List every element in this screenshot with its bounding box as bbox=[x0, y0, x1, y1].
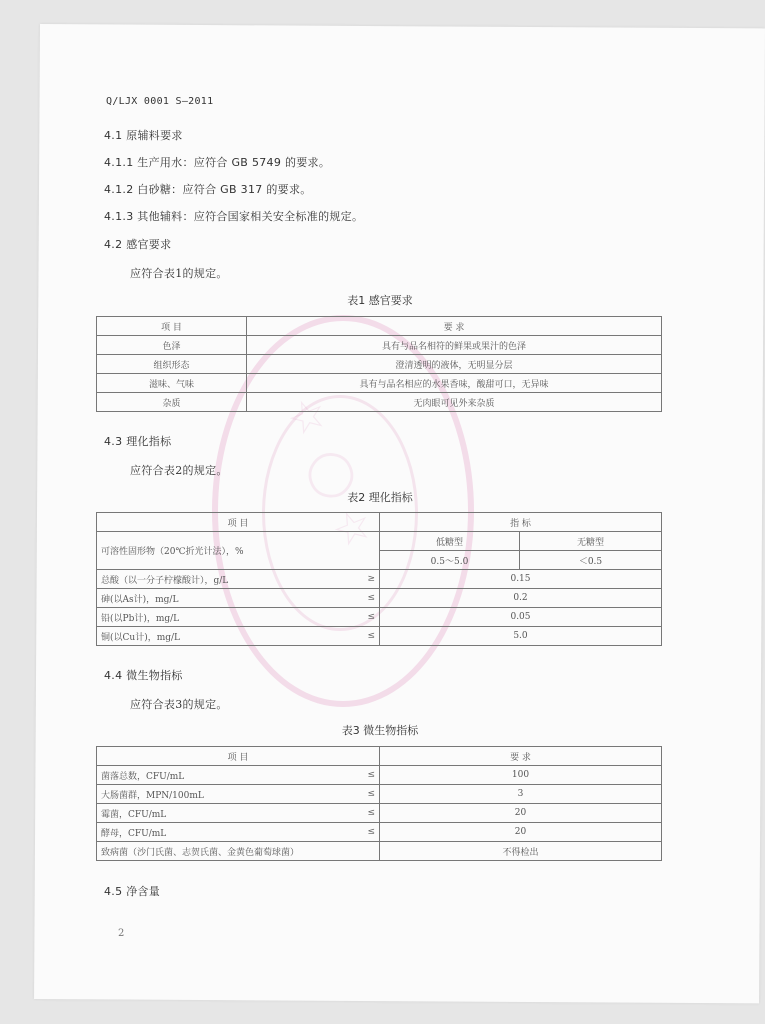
table-cell: 铅(以Pb计)，mg/L bbox=[97, 608, 352, 627]
table-row bbox=[97, 608, 662, 627]
table-cell: 霉菌，CFU/mL bbox=[97, 804, 352, 823]
table-cell: 0.5～5.0 bbox=[380, 551, 520, 570]
table1-sensory bbox=[96, 316, 662, 412]
table-cell: 滋味、气味 bbox=[97, 374, 247, 393]
table-row bbox=[97, 374, 662, 393]
table-row bbox=[97, 627, 662, 646]
table-cell-operator: ≤ bbox=[352, 804, 380, 823]
table-row bbox=[97, 393, 662, 412]
table-header-cell: 指 标 bbox=[380, 513, 662, 532]
document-code: Q/LJX 0001 S—2011 bbox=[106, 96, 214, 107]
table3-microbiological bbox=[96, 746, 662, 861]
table-row bbox=[97, 589, 662, 608]
table-cell: 0.2 bbox=[380, 589, 662, 608]
table-cell: 组织形态 bbox=[97, 355, 247, 374]
table-cell: 无糖型 bbox=[520, 532, 662, 551]
table-cell: 5.0 bbox=[380, 627, 662, 646]
table-cell: 酵母，CFU/mL bbox=[97, 823, 352, 842]
table-row bbox=[97, 804, 662, 823]
table-header-cell: 要 求 bbox=[380, 747, 662, 766]
table-row bbox=[97, 570, 662, 589]
table-cell-operator: ≤ bbox=[352, 608, 380, 627]
table-header-row bbox=[97, 747, 662, 766]
table-cell: 总酸（以一分子柠檬酸计），g/L bbox=[97, 570, 352, 589]
section-4-4-heading: 4.4 微生物指标 bbox=[104, 669, 183, 682]
section-4-3-note: 应符合表2的规定。 bbox=[130, 464, 228, 477]
table-cell: 杂质 bbox=[97, 393, 247, 412]
table-cell: 色泽 bbox=[97, 336, 247, 355]
table-cell: 0.15 bbox=[380, 570, 662, 589]
table-cell: 具有与品名相应的水果香味，酸甜可口，无异味 bbox=[247, 374, 662, 393]
table-row bbox=[97, 355, 662, 374]
table-cell-operator: ≤ bbox=[352, 766, 380, 785]
table-cell: 100 bbox=[380, 766, 662, 785]
table-cell: 铜(以Cu计)，mg/L bbox=[97, 627, 352, 646]
table-row bbox=[97, 823, 662, 842]
table-cell-operator: ≤ bbox=[352, 589, 380, 608]
table-cell-operator: ≤ bbox=[352, 823, 380, 842]
section-4-2-note: 应符合表1的规定。 bbox=[130, 267, 228, 280]
section-4-1-heading: 4.1 原辅料要求 bbox=[104, 129, 183, 142]
table-cell: 不得检出 bbox=[380, 842, 662, 861]
table-row bbox=[97, 532, 662, 551]
table-cell: 无肉眼可见外来杂质 bbox=[247, 393, 662, 412]
table3-caption: 表3 微生物指标 bbox=[341, 724, 419, 737]
table-header-cell: 项 目 bbox=[97, 317, 247, 336]
table-cell-operator: ≥ bbox=[352, 570, 380, 589]
table-row bbox=[97, 785, 662, 804]
table-cell-operator: ≤ bbox=[352, 627, 380, 646]
table-cell: 砷(以As计)，mg/L bbox=[97, 589, 352, 608]
table-cell: 致病菌（沙门氏菌、志贺氏菌、金黄色葡萄球菌） bbox=[97, 842, 380, 861]
table-cell: ＜0.5 bbox=[520, 551, 662, 570]
table-cell: 大肠菌群，MPN/100mL bbox=[97, 785, 352, 804]
table2-caption: 表2 理化指标 bbox=[347, 491, 413, 504]
table-row bbox=[97, 766, 662, 785]
section-4-4-note: 应符合表3的规定。 bbox=[130, 698, 228, 711]
table-row bbox=[97, 336, 662, 355]
table-cell: 20 bbox=[380, 804, 662, 823]
table-header-row bbox=[97, 513, 662, 532]
table2-physicochemical bbox=[96, 512, 662, 646]
table-cell: 具有与品名相符的鲜果或果汁的色泽 bbox=[247, 336, 662, 355]
table-cell: 菌落总数，CFU/mL bbox=[97, 766, 352, 785]
table-row bbox=[97, 842, 662, 861]
table-header-cell: 项 目 bbox=[97, 513, 380, 532]
section-4-1-3: 4.1.3 其他辅料：应符合国家相关安全标准的规定。 bbox=[104, 210, 364, 223]
page-number: 2 bbox=[118, 928, 125, 939]
table-header-cell: 要 求 bbox=[247, 317, 662, 336]
table-cell: 3 bbox=[380, 785, 662, 804]
section-4-5-heading: 4.5 净含量 bbox=[104, 885, 161, 898]
table-cell: 澄清透明的液体，无明显分层 bbox=[247, 355, 662, 374]
section-4-1-2: 4.1.2 白砂糖：应符合 GB 317 的要求。 bbox=[104, 183, 312, 196]
section-4-3-heading: 4.3 理化指标 bbox=[104, 435, 172, 448]
table-cell: 可溶性固形物（20℃折光计法），% bbox=[97, 532, 380, 570]
table-cell: 20 bbox=[380, 823, 662, 842]
table-cell-operator: ≤ bbox=[352, 785, 380, 804]
table-header-row bbox=[97, 317, 662, 336]
table-cell: 低糖型 bbox=[380, 532, 520, 551]
table-header-cell: 项 目 bbox=[97, 747, 380, 766]
table-cell: 0.05 bbox=[380, 608, 662, 627]
section-4-2-heading: 4.2 感官要求 bbox=[104, 238, 172, 251]
section-4-1-1: 4.1.1 生产用水：应符合 GB 5749 的要求。 bbox=[104, 156, 331, 169]
table1-caption: 表1 感官要求 bbox=[347, 294, 413, 307]
